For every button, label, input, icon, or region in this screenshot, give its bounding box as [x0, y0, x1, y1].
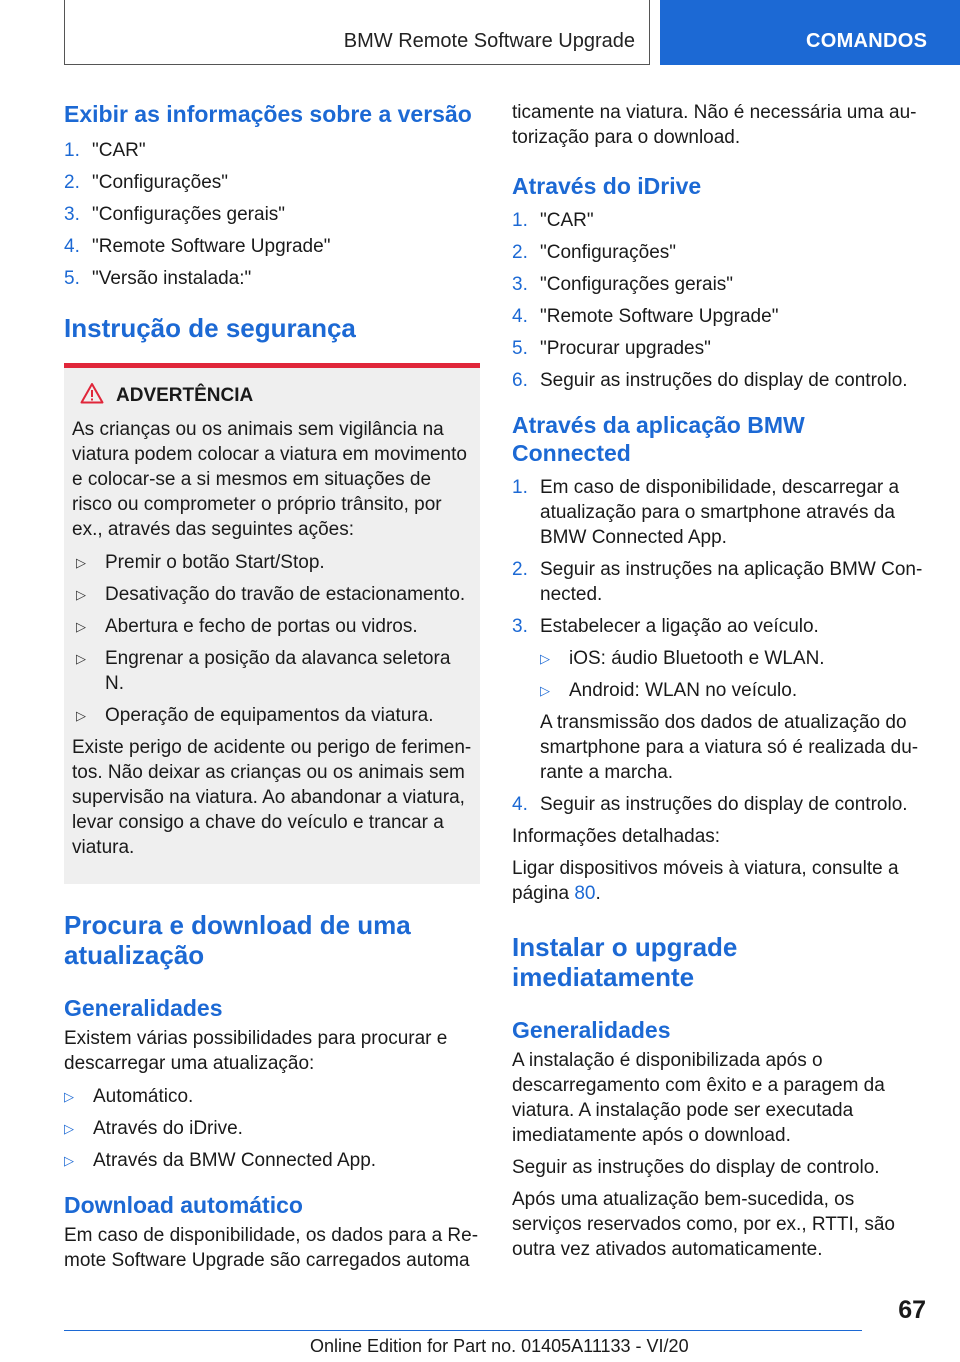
- bullet-item: ▷ Operação de equipamentos da viatura.: [76, 705, 434, 726]
- general-items-list: [64, 1084, 480, 1173]
- install-paragraph-3: Após uma atualização bem-sucedida, os serviços reservados como, por ex., RTTI, são outra vez ativados automaticamente.: [512, 1189, 895, 1260]
- version-heading: Exibir as informações sobre a versão: [64, 101, 472, 127]
- app-steps-list: [512, 475, 924, 639]
- header-box: [64, 0, 650, 65]
- auto-text-continued: ticamente na viatura. Não é necessária uma autorização para o download.: [512, 102, 917, 148]
- list-item: 3. Estabelecer a ligação ao veículo.: [512, 616, 819, 637]
- app-sub-items-list: [540, 646, 924, 703]
- section-tab-label: COMANDOS: [806, 30, 928, 52]
- bullet-item: ▷ Engrenar a posição da alavanca seletora N.: [76, 648, 451, 694]
- bullet-item: ▷ Desativação do travão de estacionamento.: [76, 584, 466, 605]
- bullet-item: ▷ Premir o botão Start/Stop.: [76, 552, 325, 573]
- install-paragraph-2: Seguir as instruções do display de controlo.: [512, 1157, 880, 1178]
- left-column: [64, 100, 480, 1273]
- install-general-heading: Generalidades: [512, 1017, 671, 1043]
- page-number: 67: [898, 1296, 926, 1324]
- auto-heading: Download automático: [64, 1192, 303, 1218]
- bullet-triangle-icon: ▷: [76, 587, 86, 602]
- general-text: Existem várias possibilidades para procurar e descarregar uma atualização:: [64, 1028, 448, 1074]
- warning-intro: As crianças ou os animais sem vigilância na viatura podem colocar a viatura em movimento e colocar-se a si mesmos em situações de risco ou comprometer o próprio trânsito, por ex., através das seguintes ações:: [72, 419, 467, 540]
- idrive-steps-list: [512, 208, 924, 393]
- list-item: 5. "Procurar upgrades": [512, 338, 711, 359]
- list-item: 2. "Configurações": [64, 172, 229, 193]
- auto-text: Em caso de disponibilidade, os dados para a Remote Software Upgrade são carregados automa: [64, 1225, 479, 1271]
- bullet-item: ▷ Através da BMW Connected App.: [64, 1150, 377, 1171]
- app-sub-text: A transmissão dos dados de atualização do smartphone para a viatura só é realizada durante a marcha.: [540, 712, 919, 783]
- idrive-heading: Através do iDrive: [512, 173, 702, 199]
- bullet-item: ▷ iOS: áudio Bluetooth e WLAN.: [540, 648, 825, 669]
- safety-heading: Instrução de segurança: [64, 313, 356, 343]
- list-item: 2. "Configurações": [512, 242, 677, 263]
- general-heading: Generalidades: [64, 995, 223, 1021]
- warning-title: ADVERTÊNCIA: [116, 384, 254, 406]
- header-title: BMW Remote Software Upgrade: [343, 30, 635, 52]
- bullet-item: ▷ Android: WLAN no veículo.: [540, 680, 798, 701]
- bullet-triangle-icon: ▷: [76, 708, 86, 723]
- search-heading: Procura e download de uma atualização: [64, 910, 411, 970]
- page-link[interactable]: 80: [574, 883, 596, 904]
- install-paragraph-1: A instalação é disponibilizada após o descarregamento com êxito e a paragem da viatura. A instalação pode ser executada imediatamente após o download.: [512, 1050, 885, 1146]
- details-label: Informações detalhadas:: [512, 826, 721, 847]
- bullet-triangle-icon: ▷: [64, 1089, 74, 1104]
- list-item: 1. "CAR": [64, 140, 146, 161]
- bullet-triangle-icon: ▷: [76, 555, 86, 570]
- bullet-triangle-icon: ▷: [76, 651, 86, 666]
- right-column: [512, 100, 924, 1262]
- warning-outro: Existe perigo de acidente ou perigo de ferimentos. Não deixar as crianças ou os animais sem supervisão na viatura. Ao abandonar a viatura, levar consigo a chave do veículo e trancar a viatura.: [72, 737, 472, 858]
- footer-divider: [64, 1330, 862, 1331]
- warning-items-list: [72, 550, 472, 728]
- list-item: 1. Em caso de disponibilidade, descarregar a atualização para o smartphone através da BMW Connected App.: [512, 477, 900, 548]
- version-steps-list: [64, 138, 480, 291]
- install-heading: Instalar o upgrade imediatamente: [512, 932, 738, 992]
- footer-edition: Online Edition for Part no. 01405A11133 - VI/20: [310, 1336, 689, 1356]
- details-text: Ligar dispositivos móveis à viatura, consulte a página 80.: [512, 858, 899, 904]
- list-item: 5. "Versão instalada:": [64, 268, 252, 289]
- bullet-triangle-icon: ▷: [540, 683, 550, 698]
- bullet-triangle-icon: ▷: [64, 1153, 74, 1168]
- list-item: 3. "Configurações gerais": [64, 204, 286, 225]
- list-item: 3. "Configurações gerais": [512, 274, 734, 295]
- list-item: 2. Seguir as instruções na aplicação BMW Connected.: [512, 559, 923, 605]
- list-item: 4. Seguir as instruções do display de controlo.: [512, 794, 908, 815]
- app-step-4-list: [512, 792, 924, 817]
- warning-box: [64, 363, 480, 884]
- bullet-triangle-icon: ▷: [540, 651, 550, 666]
- bullet-item: ▷ Através do iDrive.: [64, 1118, 243, 1139]
- bullet-item: ▷ Abertura e fecho de portas ou vidros.: [76, 616, 418, 637]
- bullet-triangle-icon: ▷: [76, 619, 86, 634]
- list-item: 6. Seguir as instruções do display de controlo.: [512, 370, 908, 391]
- app-heading: Através da aplicação BMW Connected: [512, 412, 805, 466]
- warning-triangle-icon: [80, 382, 104, 409]
- list-item: 1. "CAR": [512, 210, 594, 231]
- list-item: 4. "Remote Software Upgrade": [512, 306, 779, 327]
- bullet-item: ▷ Automático.: [64, 1086, 194, 1107]
- list-item: 4. "Remote Software Upgrade": [64, 236, 331, 257]
- app-sub-block: [512, 646, 924, 785]
- bullet-triangle-icon: ▷: [64, 1121, 74, 1136]
